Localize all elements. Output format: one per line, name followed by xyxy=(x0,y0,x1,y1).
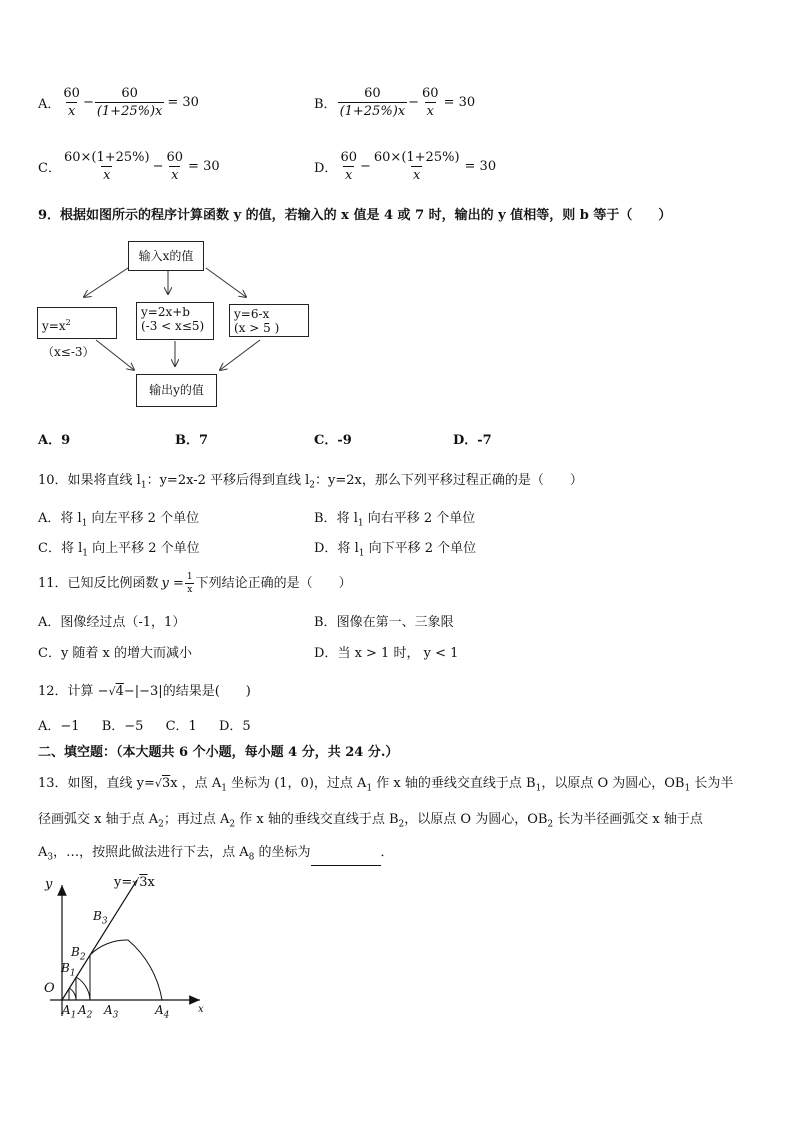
q9-option-d: D．-7 xyxy=(453,433,492,448)
q9-stem: 9．根据如图所示的程序计算函数 y 的值，若输入的 x 值是 4 或 7 时，输出的 y 值相等，则 b 等于（ ） xyxy=(38,208,672,223)
q10-option-a: A．将 $l_1$ 向左平移 2 个单位 xyxy=(38,511,200,529)
q13-line1: 13．如图，直线 y=√3x ，点 $A_1$ 坐标为 (1，0)，过点 $A_1$ 作 x 轴的垂线交直线于点 $B_1$，以原点 O 为圆心，$OB_1$ 长为半 xyxy=(38,776,734,794)
q10-option-b: B．将 $l_1$ 向右平移 2 个单位 xyxy=(314,511,476,529)
fig-a2-label: $A_2$ xyxy=(78,1003,93,1021)
option-label: B． xyxy=(314,97,337,112)
fraction: $\frac{60}{x}$ xyxy=(63,86,80,119)
fraction: $\frac{60}{x}$ xyxy=(340,150,357,183)
fig-origin-label: O xyxy=(44,981,55,996)
q12-stem: 12．计算 −√4−|−3|的结果是( ) xyxy=(38,684,251,699)
q10-stem: 10．如果将直线 $l_1$：y=2x-2 平移后得到直线 $l_2$：y=2x，那么下列平移过程正确的是（ ） xyxy=(38,473,583,491)
section-heading: 二、填空题：（本大题共 6 个小题，每小题 4 分，共 24 分.） xyxy=(38,745,399,760)
arc-b3a4 xyxy=(90,940,162,1000)
fraction: $\frac{60\times(1+25\%)}{x}$ xyxy=(63,150,150,183)
fraction: $\frac{60\times(1+25\%)}{x}$ xyxy=(373,150,460,183)
fig-b1-label: $B_1$ xyxy=(61,961,76,979)
q8-option-c: C． $\frac{60\times(1+25\%)}{x}$ − $\frac{60}{x}$ = 30 xyxy=(38,150,220,183)
fraction: $\frac{60}{x}$ xyxy=(422,86,439,119)
q13-line2: 径画弧交 x 轴于点 $A_2$；再过点 $A_2$ 作 x 轴的垂线交直线于点 $B_2$，以原点 O 为圆心，$OB_2$ 长为半径画弧交 x 轴于点 xyxy=(38,812,703,830)
fig-b3-label: $B_3$ xyxy=(93,909,108,927)
flow-output-box: 输出y的值 xyxy=(136,374,217,407)
flow-input-box: 输入x的值 xyxy=(128,241,204,271)
fraction: $\frac{1}{x}$ xyxy=(186,572,193,595)
q11-stem: 11．已知反比例函数 y = $\frac{1}{x}$ 下列结论正确的是（ ） xyxy=(38,572,352,595)
fraction: $\frac{60}{(1+25\%)x}$ xyxy=(339,86,406,119)
q13-line3: $A_3$，…，按照此做法进行下去，点 $A_8$ 的坐标为 ． xyxy=(38,845,394,866)
option-label: C． xyxy=(38,161,61,176)
option-label: A． xyxy=(38,97,61,112)
arc-b2a3 xyxy=(76,977,90,1000)
flow-left-box: $y=x^2(x\le-3)$ xyxy=(37,307,117,339)
flow-mid-box: y=2x+b (-3 < x≤5) xyxy=(136,302,214,340)
q9-option-c: C．-9 xyxy=(314,433,352,448)
q11-option-c: C．y 随着 x 的增大而减小 xyxy=(38,646,193,661)
q8-option-d: D． $\frac{60}{x}$ − $\frac{60\times(1+25\%)}{x}$ = 30 xyxy=(314,150,497,183)
fraction: $\frac{60}{x}$ xyxy=(166,150,184,183)
q9-option-a: A．9 xyxy=(38,433,71,448)
q12-options: A．−1 B．−5 C．1 D．5 xyxy=(38,719,251,734)
fig-x-label: x xyxy=(198,1004,204,1015)
q11-option-a: A．图像经过点（-1，1） xyxy=(38,615,186,630)
arc-b1a2 xyxy=(69,988,76,1000)
fraction: $\frac{60}{(1+25\%)x}$ xyxy=(96,86,163,119)
flow-right-box: y=6-x (x > 5 ) xyxy=(229,304,309,337)
option-label: D． xyxy=(314,161,338,176)
fig-b2-label: $B_2$ xyxy=(71,945,86,963)
fig-a3-label: $A_3$ xyxy=(104,1003,119,1021)
q11-option-b: B．图像在第一、三象限 xyxy=(314,615,454,630)
q10-option-c: C．将 $l_1$ 向上平移 2 个单位 xyxy=(38,541,200,559)
fig-y-label: y xyxy=(45,877,53,892)
q8-option-a: A． $\frac{60}{x}$ − $\frac{60}{(1+25\%)x}$ = 30 xyxy=(38,86,199,119)
fig-a4-label: $A_4$ xyxy=(155,1003,170,1021)
q8-option-b: B． $\frac{60}{(1+25\%)x}$ − $\frac{60}{x}$ = 30 xyxy=(314,86,476,119)
q9-option-b: B．7 xyxy=(175,433,209,448)
q10-option-d: D．将 $l_1$ 向下平移 2 个单位 xyxy=(314,541,477,559)
fig-a1-label: $A_1$ xyxy=(62,1003,77,1021)
q11-option-d: D．当 x > 1 时， y < 1 xyxy=(314,646,459,661)
fig-line-label: y=√3x xyxy=(114,875,155,890)
